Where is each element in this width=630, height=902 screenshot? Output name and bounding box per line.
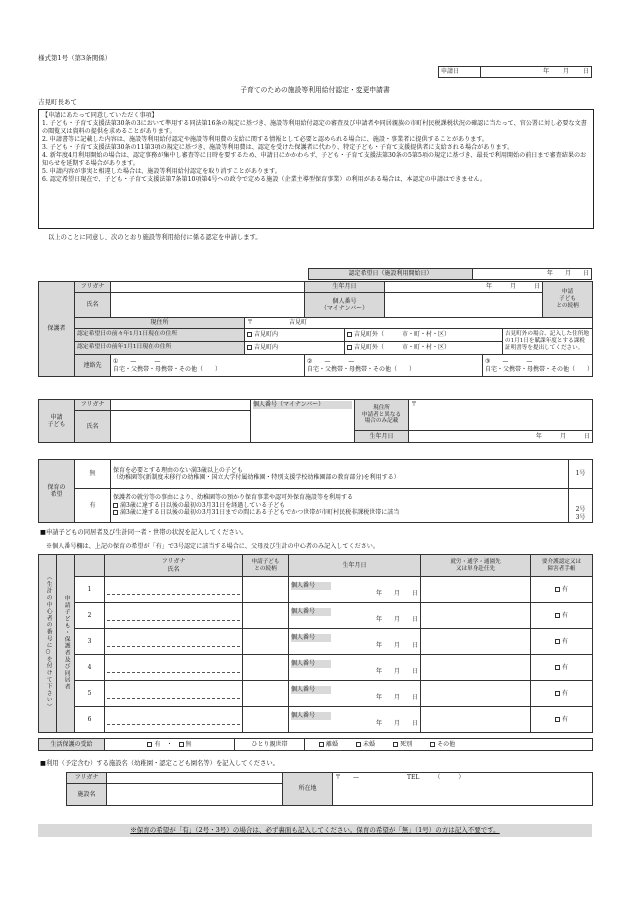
- row-care[interactable]: 有: [531, 603, 593, 629]
- checkbox[interactable]: [113, 503, 118, 508]
- row-care[interactable]: 有: [531, 629, 593, 655]
- household-table: [38, 554, 592, 733]
- addr-prev1-label: 認定希望日の前年1月1日現在の住所: [75, 342, 245, 355]
- apply-date-field[interactable]: 年 月 日: [481, 67, 592, 78]
- header-diag: [75, 555, 105, 577]
- household-note: ※個人番号欄は、上記の保育の希望が「有」で3号認定に該当する場合に、父母及び生計の中心者のみ記入してください。: [46, 543, 379, 550]
- child-dob-label: 生年月日: [355, 431, 409, 443]
- checkbox[interactable]: [347, 332, 352, 337]
- desired-date-box: [308, 268, 592, 280]
- row-work[interactable]: [421, 629, 531, 655]
- checkbox[interactable]: [113, 510, 118, 515]
- notice-item: 2. 申請書等に記載した内容は、施設等利用給付認定や施設等利用費の支給に関する情報として必要と認められる場合に、施設・事業者に提供することがあります。: [42, 136, 489, 144]
- col-relation: 申請子ども との続柄: [243, 555, 289, 577]
- facility-location-input[interactable]: 〒 — TEL （ ）: [333, 773, 593, 806]
- addr-prev2-out[interactable]: 吉見町外（ 市・町・村・区）: [345, 329, 503, 342]
- addr-prev2-label: 認定希望日の前々年1月1日現在の住所: [75, 329, 245, 342]
- row-relation[interactable]: [243, 655, 289, 681]
- welfare-label: 生活保護の受給: [39, 739, 105, 751]
- current-address-label: 現住所: [75, 318, 245, 329]
- row-name[interactable]: [105, 603, 243, 629]
- row-number[interactable]: 5: [75, 681, 105, 707]
- checkbox[interactable]: [247, 345, 252, 350]
- col-dob: 生年月日: [289, 555, 421, 577]
- contact-3[interactable]: ③ — — 自宅・父携帯・母携帯・その他（ ）: [483, 355, 593, 377]
- notice-item: 5. 申請内容が事実と相違した場合は、施設等利用給付認定を取り消すことがあります。: [42, 168, 281, 176]
- hope-none-text: 保育を必要とする理由のない満3歳以上の子ども （幼稚園等(新制度未移行の幼稚園・国立大学付属幼稚園・特別支援学校幼稚園部の教育部分)を利用する）: [111, 460, 569, 489]
- notice-item: 3. 子ども・子育て支援法第30条の11第3項の規定に基づき、施設等利用費は、認定を受けた保護者に代わり、特定子ども・子育て支援提供者に支給される場合があります。: [42, 144, 514, 152]
- hope-yes-text: 保護者の就労等の事由により、幼稚園等の預かり保育事業や認可外保育施設等を利用する 満3歳に達する日以後の最初の3月31日を経過している子ども 満3歳に達する日以後の最初の3月31日までの間にある子どもでかつ世帯が市町村民税非課税世帯に該当: [111, 489, 569, 523]
- current-address-field[interactable]: 〒 吉見町: [245, 318, 593, 329]
- consent-line: 以上のことに同意し、次のとおり施設等利用給付に係る認定を申請します。: [48, 234, 262, 241]
- facility-intro: ■利用（予定含む）する施設名（幼稚園・認定こども園名等）を記入してください。: [40, 760, 279, 767]
- child-name-label: 氏名: [75, 411, 111, 443]
- row-dob[interactable]: 個人番号 年 月 日: [289, 603, 421, 629]
- col-furigana-name: フリガナ 氏名: [105, 555, 243, 577]
- addr-prev1-out[interactable]: 吉見町外（ 市・町・村・区）: [345, 342, 503, 355]
- notice-item: 6. 認定希望日現在で、子ども・子育て支援法第7条第10項第4号への政令で定める施設（企業主導型保育事業）の利用がある場合は、本認定の申請はできません。: [42, 176, 486, 184]
- household-row: [39, 603, 593, 629]
- contact-label: 連絡先: [75, 355, 111, 377]
- out-town-note: 吉見町外の場合、記入した住所地の1月1日を賦課年度とする課税証明書等を提出してください。: [503, 329, 593, 355]
- code-2-3[interactable]: 2号 3号: [569, 489, 593, 523]
- row-number[interactable]: 1: [75, 577, 105, 603]
- guardian-dob-label: 生年月日: [305, 282, 385, 293]
- row-name[interactable]: [105, 577, 243, 603]
- guardian-mynumber-label: 個人番号 （マイナンバー）: [305, 293, 385, 318]
- hope-yes-label: 有: [75, 489, 111, 523]
- household-side-label: （生計の中心者の番号に○を付けて下さい）: [39, 555, 57, 733]
- contact-1[interactable]: ① — — 自宅・父携帯・母携帯・その他（ ）: [111, 355, 305, 377]
- row-name[interactable]: [105, 629, 243, 655]
- child-furigana-input[interactable]: [111, 400, 251, 411]
- facility-furigana-input[interactable]: [107, 773, 283, 784]
- child-mynumber[interactable]: 個人番号（マイナンバー）: [251, 400, 355, 443]
- row-care[interactable]: 有: [531, 577, 593, 603]
- welfare-options[interactable]: 有 ・ 無: [105, 739, 235, 751]
- row-number[interactable]: 4: [75, 655, 105, 681]
- addressee: 吉見町長あて: [38, 98, 77, 106]
- page-title: 子育てのための施設等利用給付認定・変更申請書: [240, 86, 390, 94]
- child-dob-field[interactable]: 年 月 日: [409, 431, 593, 443]
- addr-prev2-in[interactable]: 吉見町内: [245, 329, 345, 342]
- facility-table: [66, 772, 592, 806]
- row-care[interactable]: 有: [531, 707, 593, 733]
- single-options[interactable]: 離婚 未婚 死別 その他: [305, 739, 593, 751]
- row-care[interactable]: 有: [531, 681, 593, 707]
- row-work[interactable]: [421, 655, 531, 681]
- row-name[interactable]: [105, 681, 243, 707]
- child-furigana-label: フリガナ: [75, 400, 111, 411]
- row-relation[interactable]: [243, 629, 289, 655]
- guardian-furigana-input[interactable]: [111, 282, 305, 293]
- guardian-furigana-label: フリガナ: [75, 282, 111, 293]
- row-relation[interactable]: [243, 577, 289, 603]
- apply-date-label: 申請日: [439, 67, 481, 78]
- guardian-dob-field[interactable]: 年 月 日: [385, 282, 543, 293]
- guardian-name-input[interactable]: [111, 293, 305, 318]
- guardian-relation-label: 申請 子ども との続柄: [543, 282, 593, 318]
- row-relation[interactable]: [243, 681, 289, 707]
- row-work[interactable]: [421, 707, 531, 733]
- row-dob[interactable]: 個人番号 年 月 日: [289, 681, 421, 707]
- child-section: [38, 399, 592, 443]
- footer-note: ※保育の希望が「有」（2号・3号）の場合は、必ず裏面も記入してください。保育の希望が「無」（1号）の方は記入不要です。: [38, 824, 592, 837]
- row-work[interactable]: [421, 603, 531, 629]
- form-number: 様式第1号（第3条関係）: [38, 54, 112, 62]
- row-work[interactable]: [421, 681, 531, 707]
- row-dob[interactable]: 個人番号 年 月 日: [289, 655, 421, 681]
- row-care[interactable]: 有: [531, 655, 593, 681]
- row-name[interactable]: [105, 707, 243, 733]
- addr-prev1-in[interactable]: 吉見町内: [245, 342, 345, 355]
- notice-item: 4. 新年度4月利用開始の場合は、認定事務が集中し審査等に日時を要するため、申請日にかかわらず、子ども・子育て支援法第30条の5第5項の規定に基づき、最長で利用開始の前日まで審査結果のお知らせを延期する場合があります。: [42, 152, 587, 168]
- facility-furigana-label: フリガナ: [67, 773, 107, 784]
- facility-name-label: 施設名: [67, 784, 107, 806]
- child-name-input[interactable]: [111, 411, 251, 443]
- row-work[interactable]: [421, 577, 531, 603]
- row-relation[interactable]: [243, 707, 289, 733]
- code-1[interactable]: 1号: [569, 460, 593, 489]
- consent-notice: [38, 109, 594, 229]
- contact-2[interactable]: ② — — 自宅・父携帯・母携帯・その他（ ）: [305, 355, 483, 377]
- row-number[interactable]: 6: [75, 707, 105, 733]
- row-number[interactable]: 3: [75, 629, 105, 655]
- facility-name-input[interactable]: [107, 784, 283, 806]
- desired-date-field[interactable]: 年 月 日: [473, 269, 592, 280]
- guardian-section: [38, 281, 592, 377]
- child-label: 申請 子ども: [39, 400, 75, 443]
- checkbox[interactable]: [247, 332, 252, 337]
- row-number[interactable]: 2: [75, 603, 105, 629]
- child-addr-field[interactable]: 〒: [409, 400, 593, 431]
- row-relation[interactable]: [243, 603, 289, 629]
- household-intro: ■申請子どもの同居者及び生計同一者・世帯の状況を記入してください。: [40, 529, 248, 536]
- single-label: ひとり親世帯: [235, 739, 305, 751]
- household-row: [39, 577, 593, 603]
- row-dob[interactable]: 個人番号 年 月 日: [289, 629, 421, 655]
- household-row: [39, 629, 593, 655]
- hope-section: [38, 459, 592, 523]
- hope-label: 保育の 希望: [39, 460, 75, 523]
- welfare-row: [38, 738, 592, 751]
- hope-none-label: 無: [75, 460, 111, 489]
- household-row: [39, 655, 593, 681]
- child-addr-label: 現住所 申請者と異なる 場合のみ記載: [355, 400, 409, 431]
- col-work: 就労・通学・通園先 又は単身赴任先: [421, 555, 531, 577]
- checkbox[interactable]: [347, 345, 352, 350]
- guardian-mynumber-input[interactable]: [385, 293, 543, 318]
- row-dob[interactable]: 個人番号 年 月 日: [289, 577, 421, 603]
- guardian-name-label: 氏名: [75, 293, 111, 318]
- household-side-label2: 申請子ども・保護者及び同居者: [57, 555, 75, 733]
- apply-date-box: [438, 66, 592, 78]
- row-dob[interactable]: 個人番号 年 月 日: [289, 707, 421, 733]
- household-row: [39, 681, 593, 707]
- household-row: [39, 707, 593, 733]
- desired-date-label: 認定希望日（施設利用開始日）: [309, 269, 473, 280]
- col-care: 要介護認定又は 障害者手帳: [531, 555, 593, 577]
- notice-heading: 【申請にあたって同意していただく事項】: [42, 112, 158, 119]
- facility-location-label: 所在地: [283, 773, 333, 806]
- guardian-label: 保護者: [39, 282, 75, 377]
- row-name[interactable]: [105, 655, 243, 681]
- notice-item: 1. 子ども・子育て支援法第30条の3において準用する同法第16条の規定に基づき、施設等利用給付認定の審査及び申請者や同居親族の市町村民税課税状況の確認に当たって、官公署に対し必要な文書の閲覧又は資料の提供を求めることがあります。: [42, 120, 587, 136]
